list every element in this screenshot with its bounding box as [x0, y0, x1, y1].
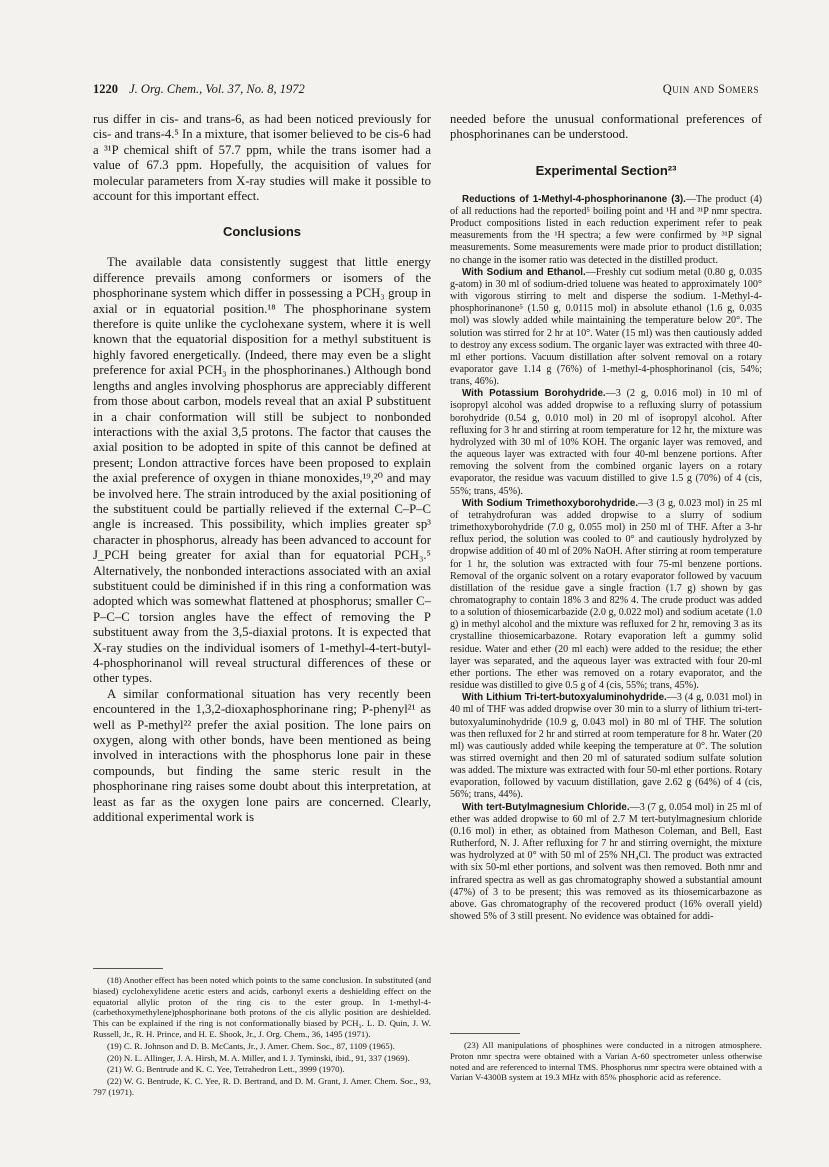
left-intro-paragraph: rus differ in cis- and trans-6, as had been noticed previously for cis- and trans-4.⁵ In a mixture, that isomer believed to be cis-6 had a ³¹P chemical shift of 57.7 ppm, while the trans isomer had a value of 67.3 ppm. Hopefully, the acquisition of values for molecular parameters from X-ray studies will make it possible to account for this important effect.: [93, 112, 431, 204]
footnote-rule-right: [450, 1033, 520, 1034]
trimethoxyborohydride-run-head: With Sodium Trimethoxyborohydride.: [462, 497, 639, 509]
conclusions-paragraph-1: The available data consistently suggest that little energy difference prevails among conformers or isomers of the phosphorinane system which differ in possessing a PCH₃ group in axial or in equatorial position.¹⁸ The phosphorinane system therefore is quite unlike the cyclohexane system, where it is well known that the equatorial disposition for a methyl substituent is highly favored energetically. (Indeed, there may even be a slight preference for axial PCH₃ in the phosphorinanes.) Although bond lengths and angles involving phosphorus are appreciably different from those about carbon, models reveal that an axial P substituent in a chair conformation will still be subject to nonbonded interactions with the axial 3,5 protons. The factor that causes the axial position to be adopted in spite of this cannot be defined at present; London attractive forces have been proposed to explain the axial preference of oxygen in thiane monoxides,¹⁹,²⁰ and may be involved here. The strain introduced by the axial positioning of the substituent could be partially relieved if the external C–P–C angle is increased. This possibility, which implies greater sp³ character in phosphorus, already has been advanced to account for J_PCH being greater for axial than for equatorial PCH₃.⁵ Alternatively, the nonbonded interactions associated with an axial substituent could be diminished if in this ring a conformation was adopted which was somewhat flattened at phosphorus; smaller C–P–C–C torsion angles have the effect of removing the P substituent away from the 3,5-diaxial protons. It is expected that X-ray studies on the individual isomers of 1-methyl-4-tert-butyl-4-phosphorinanol will reveal structural differences of these or other types.: [93, 255, 431, 686]
reductions-paragraph: [450, 194, 762, 267]
borohydride-text: —3 (2 g, 0.016 mol) in 10 ml of isopropyl alcohol was added dropwise to a refluxing slurry of potassium borohydride (0.54 g, 0.010 mol) in 20 ml of isopropyl alcohol. After refluxing for 3 hr and stirring at room temperature for 12 hr, the mixture was hydrolyzed with 30 ml of 10% KOH. The organic layer was removed, and the aqueous layer was extracted with four 40-ml benzene portions. After removing the solvent from the combined organic layers on a rotary evaporator, the residue was vacuum distilled to give 1.5 g (70%) of 4 (cis, 55%; trans, 45%).: [450, 388, 762, 497]
left-footnotes: [93, 958, 431, 1099]
reductions-run-head: Reductions of 1-Methyl-4-phosphorinanone (3).: [462, 193, 686, 205]
sodium-run-head: With Sodium and Ethanol.: [462, 266, 586, 278]
journal-citation: J. Org. Chem., Vol. 37, No. 8, 1972: [129, 82, 305, 96]
footnote-20: (20) N. L. Allinger, J. A. Hirsh, M. A. Miller, and I. J. Tyminski, ibid., 91, 337 (1969).: [107, 1052, 410, 1063]
sodium-text: —Freshly cut sodium metal (0.80 g, 0.035 g-atom) in 30 ml of sodium-dried toluene was heated to approximately 100° with vigorous stirring to melt and disperse the sodium. 1-Methyl-4-phosphorinanone⁵ (1.50 g, 0.0115 mol) in absolute ethanol (1.6 g, 0.035 mol) was slowly added while maintaining the temperature below 20°. The solution was stirred for 2 hr at 10°. Water (15 ml) was then cautiously added to destroy any excess sodium. The organic layer was extracted with three 40-ml ether portions. Vacuum distillation after solvent removal on a rotary evaporator gave 1.14 g (76%) of 1-methyl-4-phosphorinanol (cis, 54%; trans, 46%).: [450, 266, 762, 388]
borohydride-run-head: With Potassium Borohydride.: [462, 388, 606, 400]
header-left: [93, 82, 305, 97]
aluminohydride-text: —3 (4 g, 0.031 mol) in 40 ml of THF was added dropwise over 30 min to a slurry of lithium tri-tert-butoxyaluminohydride (10.9 g, 0.043 mol) in 80 ml of THF. The solution was then refluxed for 2 hr and stirred at room temperature for 8 hr. Water (20 ml) was cautiously added while keeping the temperature at 0°. The solution was stirred overnight and then 20 ml of saturated sodium sulfate solution was added. The mixture was extracted with four 50-ml ether portions. Rotary evaporation, followed by vacuum distillation, gave 2.62 g (64%) of 4 (cis, 56%; trans, 44%).: [450, 692, 762, 801]
trimethoxyborohydride-text: —3 (3 g, 0.023 mol) in 25 ml of tetrahydrofuran was added dropwise to a slurry of sodium trimethoxyborohydride (7.0 g, 0.055 mol) in 250 ml of THF. After a 3-hr reflux period, the solution was cooled to 0° and cautiously hydrolyzed by dropwise addition of 40 ml of 20% NaOH. After stirring at room temperature for 1 hr, the solution was extracted with four 75-ml benzene portions. Removal of the organic solvent on a rotary evaporator followed by vacuum distillation of the residue gave a single fraction (1.7 g) shown by gas chromatography to contain 18% 3 and 82% 4. The crude product was added to a solution of thiosemicarbazide (2.0 g, 0.022 mol) and sodium acetate (1.0 g) in methyl alcohol and the mixture was refluxed for 2 hr, removing 3 as its crystalline thiosemicarbazone. Rotary evaporation left a gummy solid residue. Water and ether (20 ml each) were added to the residue; the ether layer was separated, and the aqueous layer was extracted with four 20-ml ether portions. The ether was removed on a rotary evaporator, and the residue was distilled to give 0.5 g of 4 (cis, 55%; trans, 45%).: [450, 497, 762, 692]
footnote-18: (18) Another effect has been noted which points to the same conclusion. In substituted (and biased) cyclohexylidene acetic esters and acids, carbonyl exerts a deshielding effect on the equatorial allylic proton of the ring cis to the ester group. In 1-methyl-4-(carbethoxymethylene)phosphorinane both protons of the cis allylic position are deshielded. This can be explained if the ring is not conformationally biased by PCH₃. L. D. Quin, J. W. Russell, Jr., R. H. Prince, and H. E. Shook, Jr., J. Org. Chem., 36, 1495 (1971).: [93, 975, 431, 1039]
reductions-text: —The product (4) of all reductions had the reported⁵ boiling point and ¹H and ³¹P nmr spectra. Product compositions listed in each reduction experiment refer to peak measurements from the ¹H spectra; a few were confirmed by ³¹P signal measurements. Some measurements were made prior to product distillation; no change in the isomer ratio was detected in the distilled product.: [450, 193, 762, 266]
conclusions-paragraph-2: A similar conformational situation has very recently been encountered in the 1,3,2-dioxaphosphorinane ring; P-phenyl²¹ as well as P-methyl²² prefer the axial position. The lone pairs on oxygen, along with other bonds, have been mentioned as being involved in interactions with the phosphorus lone pair in these compounds, but finding the same steric result in the phosphorinane ring raises some doubt about this interpretation, at least as far as the oxygen lone pairs are concerned. Clearly, additional experimental work is: [93, 686, 431, 825]
running-header: [93, 82, 759, 100]
trimethoxyborohydride-paragraph: [450, 498, 762, 693]
footnote-21: (21) W. G. Bentrude and K. C. Yee, Tetrahedron Lett., 3999 (1970).: [107, 1064, 345, 1075]
right-column: [450, 112, 762, 923]
footnote-22: (22) W. G. Bentrude, K. C. Yee, R. D. Bertrand, and D. M. Grant, J. Amer. Chem. Soc., 93, 797 (1971).: [93, 1076, 431, 1097]
header-authors: Quin and Somers: [662, 82, 759, 96]
aluminohydride-paragraph: [450, 692, 762, 801]
grignard-text: —3 (7 g, 0.054 mol) in 25 ml of ether was added dropwise to 60 ml of 2.7 M tert-butylmagnesium chloride (0.16 mol) in ether, as obtained from Matheson Coleman, and Bell, East Rutherford, N. J. After refluxing for 7 hr and stirring overnight, the mixture was hydrolyzed at 0° with 50 ml of 25% NH₄Cl. The product was extracted with six 50-ml ether portions, and solvent was then removed. Both nmr and infrared spectra as well as gas chromatography showed a substantial amount (47%) of 3 to be present; this was removed as its thiosemicarbazone as above. Gas chromatography of the recovered product (16% overall yield) showed 5% of 3 still present. No evidence was obtained for addi-: [450, 801, 762, 923]
sodium-paragraph: [450, 267, 762, 389]
grignard-paragraph: [450, 802, 762, 924]
right-footnotes: [450, 1023, 762, 1084]
footnote-23: (23) All manipulations of phosphines were conducted in a nitrogen atmosphere. Proton nmr spectra were obtained with a Varian A-60 spectrometer unless otherwise noted and are referenced to internal TMS. Phosphorus nmr spectra were obtained with a Varian V-4300B system at 19.3 MHz with 85% phosphoric acid as reference.: [450, 1040, 762, 1083]
borohydride-paragraph: [450, 388, 762, 497]
right-intro-paragraph: needed before the unusual conformational preferences of phosphorinanes can be understood.: [450, 112, 762, 142]
aluminohydride-run-head: With Lithium Tri-tert-butoxyaluminohydride.: [462, 692, 667, 704]
footnote-19: (19) C. R. Johnson and D. B. McCants, Jr., J. Amer. Chem. Soc., 87, 1109 (1965).: [107, 1040, 395, 1051]
left-column: [93, 112, 431, 825]
experimental-heading: Experimental Section²³: [535, 162, 677, 178]
grignard-run-head: With tert-Butylmagnesium Chloride.: [462, 801, 630, 813]
conclusions-heading: Conclusions: [222, 224, 301, 240]
page-number: 1220: [93, 82, 118, 96]
footnote-rule: [93, 968, 163, 969]
